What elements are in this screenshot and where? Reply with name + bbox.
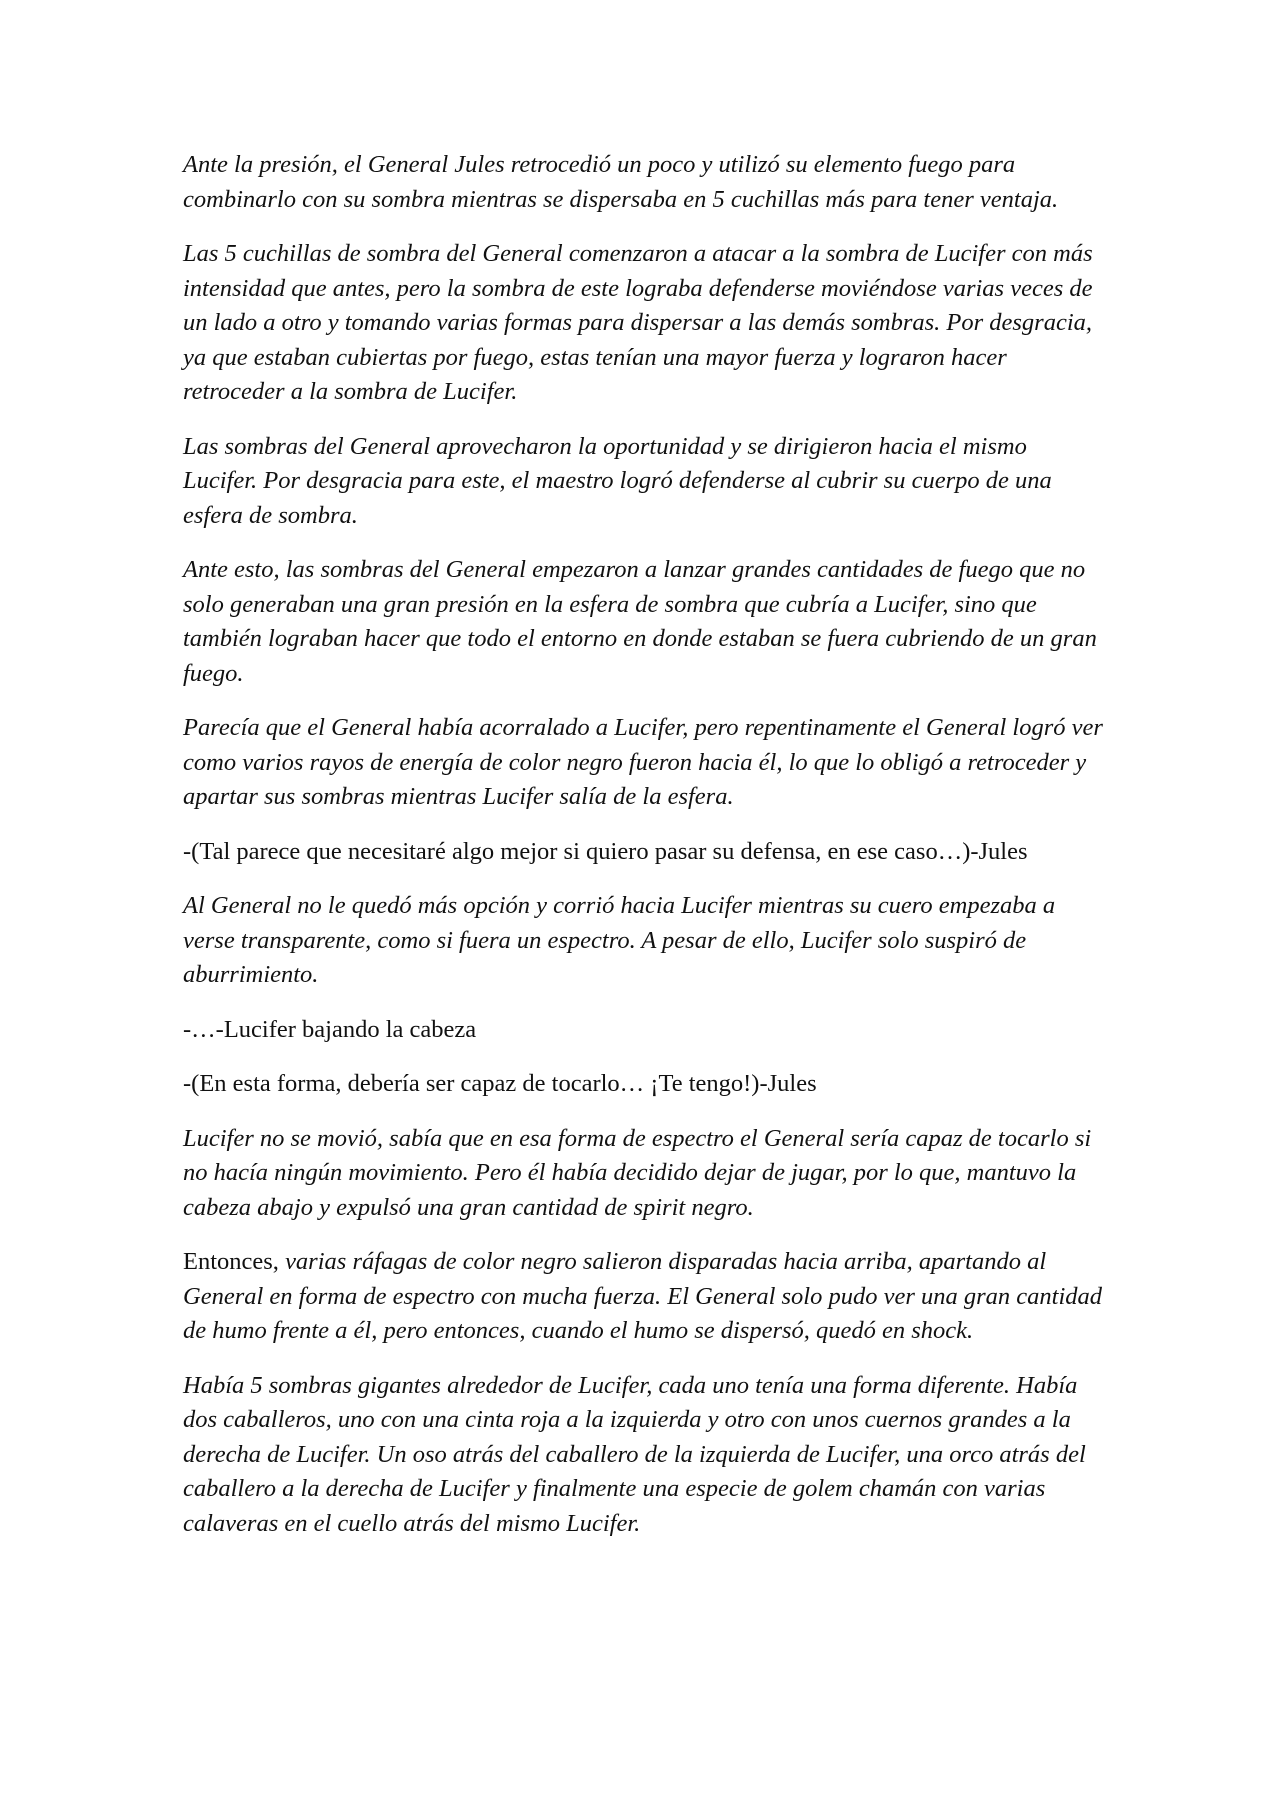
document-body bbox=[183, 148, 1105, 1561]
paragraph-7: Al General no le quedó más opción y corrió hacia Lucifer mientras su cuero empezaba a verse transparente, como si fuera un espectro. A pesar de ello, Lucifer solo suspiró de aburrimiento. bbox=[183, 892, 1056, 988]
paragraph-2: Las 5 cuchillas de sombra del General comenzaron a atacar a la sombra de Lucifer con más intensidad que antes, pero la sombra de este lograba defenderse moviéndose varias veces de un lado a otro y tomando varias formas para dispersar a las demás sombras. Por desgracia, ya que estaban cubiertas por fuego, estas tenían una mayor fuerza y lograron hacer retroceder a la sombra de Lucifer. bbox=[183, 240, 1093, 405]
paragraph-5: Parecía que el General había acorralado a Lucifer, pero repentinamente el General logró ver como varios rayos de energía de color negro fueron hacia él, lo que lo obligó a retroceder y apartar sus sombras mientras Lucifer salía de la esfera. bbox=[183, 714, 1103, 810]
dialogue-lucifer: -…-Lucifer bajando la cabeza bbox=[183, 1015, 477, 1043]
paragraph-4: Ante esto, las sombras del General empezaron a lanzar grandes cantidades de fuego que no solo generaban una gran presión en la esfera de sombra que cubría a Lucifer, sino que también lograban hacer que todo el entorno en donde estaban se fuera cubriendo de un gran fuego. bbox=[183, 556, 1097, 687]
paragraph-1: Ante la presión, el General Jules retrocedió un poco y utilizó su elemento fuego para combinarlo con su sombra mientras se dispersaba en 5 cuchillas más para tener ventaja. bbox=[183, 151, 1059, 213]
paragraph-11-lead: Entonces, bbox=[183, 1248, 286, 1275]
dialogue-jules-1: -(Tal parece que necesitaré algo mejor si quiero pasar su defensa, en ese caso…)-Jules bbox=[183, 837, 1028, 865]
paragraph-11 bbox=[183, 1245, 1105, 1349]
paragraph-12: Había 5 sombras gigantes alrededor de Lucifer, cada uno tenía una forma diferente. Había dos caballeros, uno con una cinta roja a la izquierda y otro con unos cuernos grandes a la derecha de Lucifer. Un oso atrás del caballero de la izquierda de Lucifer, una orco atrás del caballero a la derecha de Lucifer y finalmente una especie de golem chamán con varias calaveras en el cuello atrás del mismo Lucifer. bbox=[183, 1371, 1086, 1537]
paragraph-11-text: varias ráfagas de color negro salieron disparadas hacia arriba, apartando al General en forma de espectro con mucha fuerza. El General solo pudo ver una gran cantidad de humo frente a él, pero entonces, cuando el humo se dispersó, quedó en shock. bbox=[183, 1248, 1103, 1344]
paragraph-10: Lucifer no se movió, sabía que en esa forma de espectro el General sería capaz de tocarlo si no hacía ningún movimiento. Pero él había decidido dejar de jugar, por lo que, mantuvo la cabeza abajo y expulsó una gran cantidad de spirit negro. bbox=[183, 1124, 1092, 1221]
dialogue-jules-2: -(En esta forma, debería ser capaz de tocarlo… ¡Te tengo!)-Jules bbox=[183, 1070, 817, 1097]
paragraph-3: Las sombras del General aprovecharon la oportunidad y se dirigieron hacia el mismo Lucifer. Por desgracia para este, el maestro logró defenderse al cubrir su cuerpo de una esfera de sombra. bbox=[183, 432, 1052, 529]
